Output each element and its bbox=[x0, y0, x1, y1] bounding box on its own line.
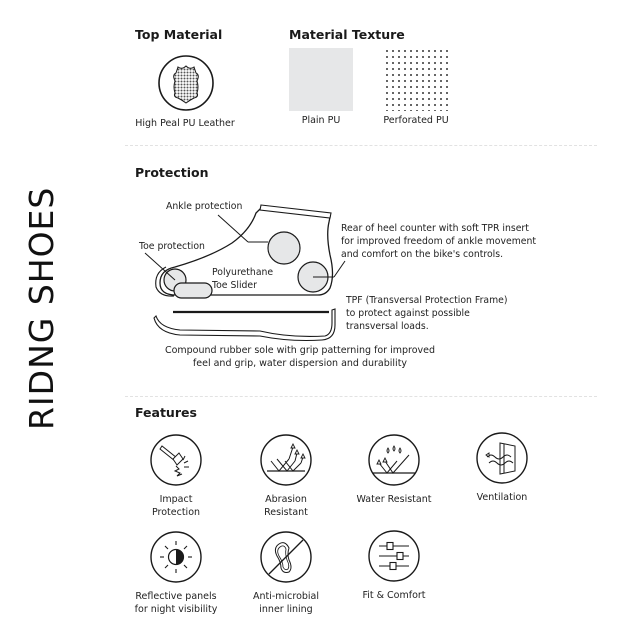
divider bbox=[125, 396, 597, 397]
tpf-note-line1: TPF (Transversal Protection Frame) bbox=[346, 295, 508, 306]
plain-pu-swatch bbox=[289, 48, 353, 111]
toe-leader-line bbox=[145, 253, 175, 280]
ankle-leader-line bbox=[218, 215, 248, 242]
material-texture-heading: Material Texture bbox=[289, 27, 405, 42]
ankle-protection-pad bbox=[268, 232, 300, 264]
top-material-heading: Top Material bbox=[135, 27, 223, 42]
feature-abrasion-resistant bbox=[231, 433, 341, 519]
toe-protection-label: Toe protection bbox=[139, 241, 205, 252]
feature-label-line1: Reflective panels bbox=[135, 591, 217, 602]
feature-label-line2: for night visibility bbox=[134, 604, 218, 615]
tpf-note-line3: transversal loads. bbox=[346, 321, 429, 332]
divider bbox=[125, 145, 597, 146]
perforated-pu-label: Perforated PU bbox=[383, 115, 449, 126]
feature-label-line1: Abrasion bbox=[265, 494, 307, 505]
plain-pu-label: Plain PU bbox=[301, 115, 341, 126]
page-title: RIDNG SHOES bbox=[22, 186, 61, 430]
reflective-sun-icon bbox=[149, 530, 203, 584]
hammer-impact-icon bbox=[149, 433, 203, 487]
perforated-pu-swatch bbox=[384, 48, 448, 111]
sole-note-line2: feel and grip, water dispersion and durability bbox=[192, 358, 408, 369]
sliders-icon bbox=[367, 529, 421, 583]
feature-fit-comfort bbox=[339, 529, 449, 602]
feature-label-line1: Impact bbox=[159, 494, 193, 505]
toe-slider-label-line1: Polyurethane bbox=[212, 267, 274, 278]
feature-impact-protection bbox=[121, 433, 231, 519]
feature-label-line2: inner lining bbox=[259, 604, 313, 615]
heel-counter-note-line3: and comfort on the bike's controls. bbox=[341, 249, 504, 260]
feature-label-line2: Protection bbox=[151, 507, 201, 518]
feature-water-resistant bbox=[339, 433, 449, 506]
top-material-caption: High Peal PU Leather bbox=[135, 118, 235, 129]
heel-counter-note-line1: Rear of heel counter with soft TPR insert bbox=[341, 223, 529, 234]
feature-label-line1: Fit & Comfort bbox=[362, 590, 426, 601]
feature-label-line1: Ventilation bbox=[476, 492, 528, 503]
tpf-note-line2: to protect against possible bbox=[346, 308, 470, 319]
protection-heading: Protection bbox=[135, 165, 209, 180]
sole-note-line1: Compound rubber sole with grip patterning for improved bbox=[164, 345, 436, 356]
ventilation-icon bbox=[475, 431, 529, 485]
toe-slider-label-line2: Toe Slider bbox=[212, 280, 257, 291]
anti-microbial-icon bbox=[259, 530, 313, 584]
feature-anti-microbial bbox=[231, 530, 341, 616]
feature-label-line2: Resistant bbox=[264, 507, 308, 518]
leather-hide-icon bbox=[156, 53, 216, 113]
water-drops-icon bbox=[367, 433, 421, 487]
feature-label-line1: Anti-microbial bbox=[252, 591, 320, 602]
rubber-sole bbox=[154, 309, 335, 341]
heel-counter-note-line2: for improved freedom of ankle movement bbox=[341, 236, 537, 247]
feature-reflective-panels bbox=[121, 530, 231, 616]
feature-label-line1: Water Resistant bbox=[356, 494, 432, 505]
abrasion-icon bbox=[259, 433, 313, 487]
feature-ventilation bbox=[447, 431, 557, 504]
ankle-protection-label: Ankle protection bbox=[166, 201, 243, 212]
toe-slider bbox=[174, 283, 212, 298]
features-heading: Features bbox=[135, 405, 197, 420]
